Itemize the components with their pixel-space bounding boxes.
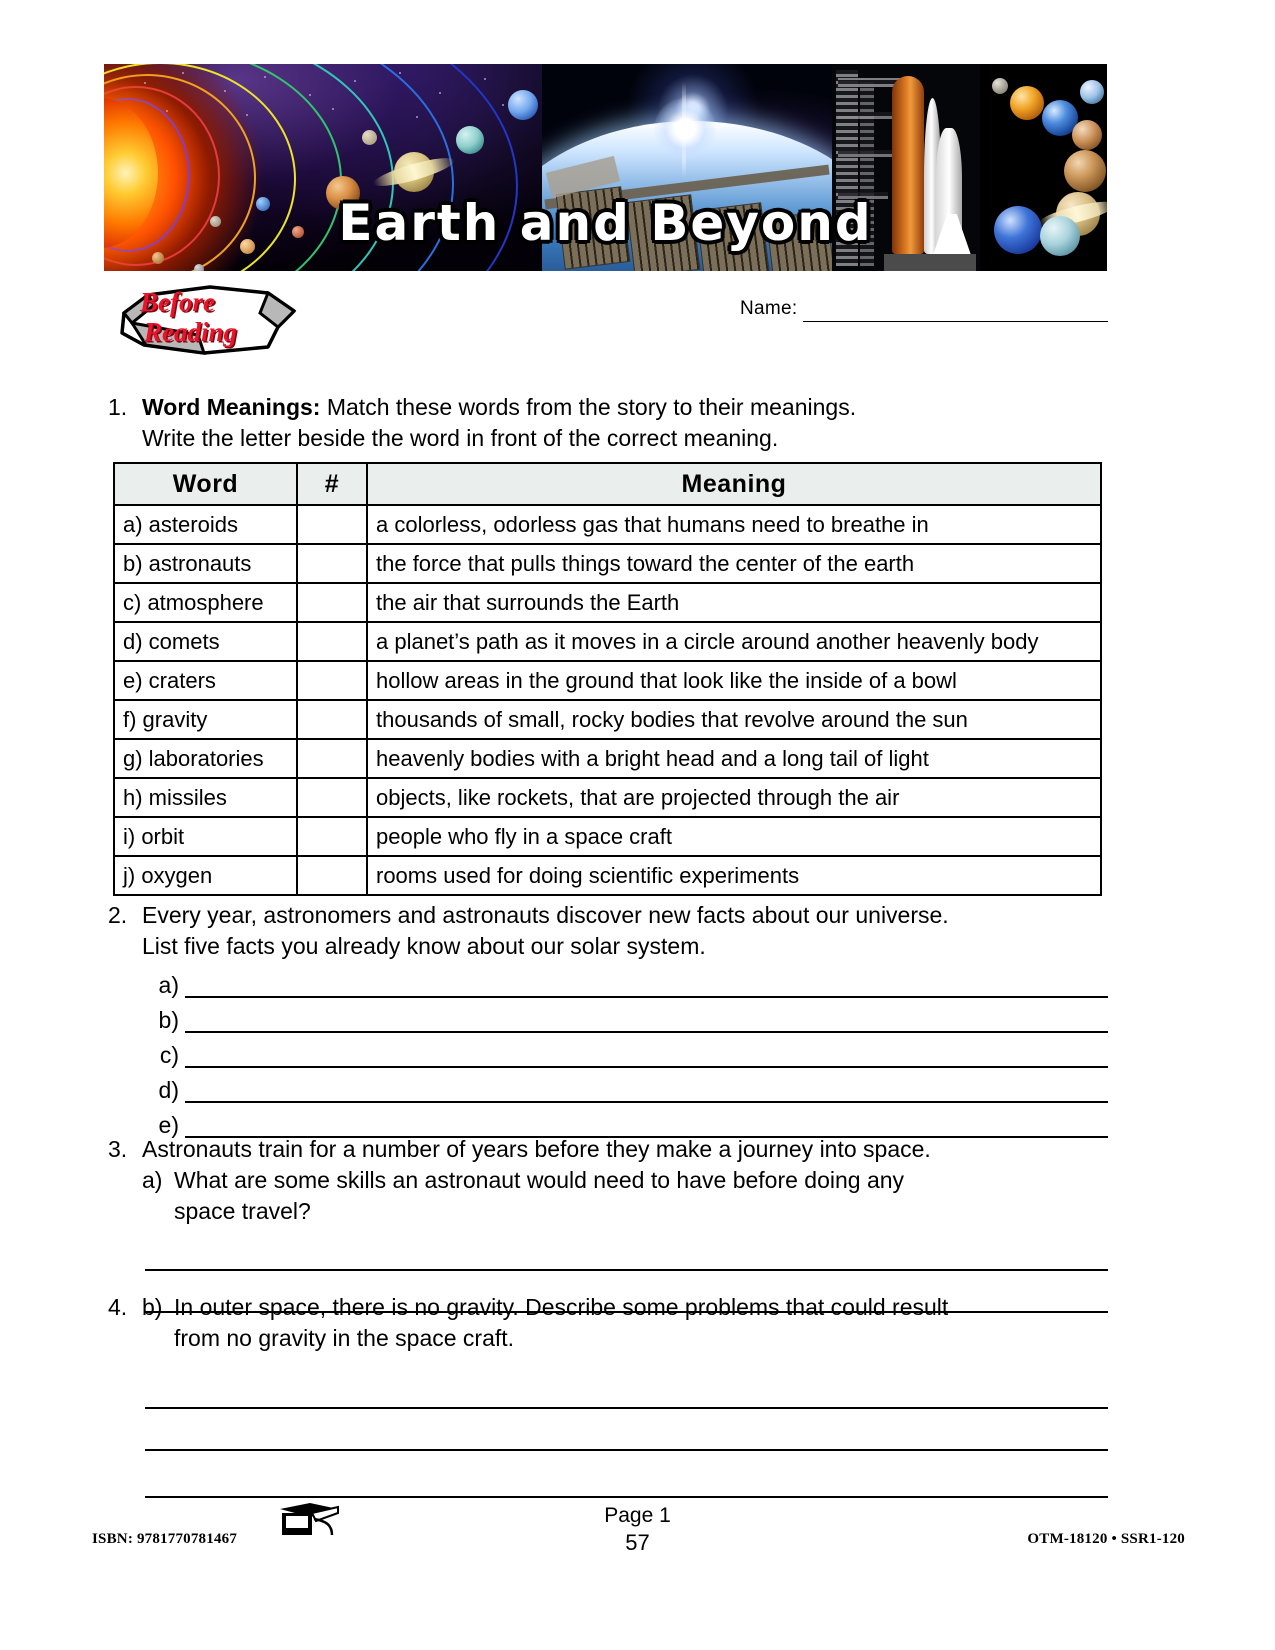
- cell-meaning: thousands of small, rocky bodies that revolve around the sun: [367, 700, 1101, 739]
- answer-row: [145, 998, 1108, 1033]
- q3-sub-line-1: What are some skills an astronaut would need to have before doing any: [174, 1167, 905, 1193]
- q2-line-1: Every year, astronomers and astronauts discover new facts about our universe.: [142, 902, 949, 928]
- answer-row: [145, 1068, 1108, 1103]
- table-row: [114, 661, 1101, 700]
- table-row: [114, 622, 1101, 661]
- cell-meaning: heavenly bodies with a bright head and a long tail of light: [367, 739, 1101, 778]
- cell-word: j) oxygen: [114, 856, 297, 895]
- badge-text: [140, 287, 290, 347]
- q1-line-2: Write the letter beside the word in front of the correct meaning.: [142, 425, 779, 451]
- cell-word: b) astronauts: [114, 544, 297, 583]
- cell-meaning: people who fly in a space craft: [367, 817, 1101, 856]
- page-label: Page 1: [604, 1504, 671, 1527]
- table-row: [114, 778, 1101, 817]
- cell-number-blank[interactable]: [297, 661, 367, 700]
- q2-number: 2.: [108, 902, 128, 928]
- table-row: [114, 817, 1101, 856]
- question-1: [108, 392, 1108, 454]
- cell-number-blank[interactable]: [297, 856, 367, 895]
- q3-sub-line-2: space travel?: [174, 1198, 311, 1224]
- cell-word: d) comets: [114, 622, 297, 661]
- cell-number-blank[interactable]: [297, 583, 367, 622]
- answer-write-line[interactable]: [185, 1005, 1108, 1033]
- cell-word: a) asteroids: [114, 505, 297, 544]
- q2-line-2: List five facts you already know about our solar system.: [142, 933, 706, 959]
- q1-title: Word Meanings:: [142, 394, 321, 420]
- q3-sub-row: [142, 1165, 1108, 1196]
- answer-letter: b): [158, 1007, 179, 1033]
- question-2: [108, 900, 1108, 962]
- cell-word: f) gravity: [114, 700, 297, 739]
- q3-sub-letter: a): [142, 1167, 163, 1193]
- cell-meaning: a colorless, odorless gas that humans need to breathe in: [367, 505, 1101, 544]
- cell-meaning: objects, like rockets, that are projected through the air: [367, 778, 1101, 817]
- answer-row: [145, 1103, 1108, 1138]
- cell-number-blank[interactable]: [297, 739, 367, 778]
- q3-answer-line-1[interactable]: [145, 1269, 1108, 1271]
- q4-line-2: from no gravity in the space craft.: [174, 1325, 515, 1351]
- cell-number-blank[interactable]: [297, 544, 367, 583]
- cell-word: h) missiles: [114, 778, 297, 817]
- table-row: [114, 856, 1101, 895]
- cell-number-blank[interactable]: [297, 700, 367, 739]
- product-code: OTM-18120 • SSR1-120: [1027, 1531, 1185, 1547]
- q4-answer-line-1[interactable]: [145, 1407, 1108, 1409]
- q3-line-1: Astronauts train for a number of years before they make a journey into space.: [142, 1136, 931, 1162]
- q4-line-1: In outer space, there is no gravity. Describe some problems that could result: [174, 1294, 949, 1320]
- publisher-book-icon: [276, 1495, 342, 1539]
- cell-number-blank[interactable]: [297, 622, 367, 661]
- table-header-number: #: [297, 463, 367, 505]
- badge-line-1: Before: [140, 287, 215, 317]
- table-row: [114, 700, 1101, 739]
- table-row: [114, 544, 1101, 583]
- answer-row: [145, 963, 1108, 998]
- name-input-blank[interactable]: [803, 301, 1108, 322]
- cell-word: c) atmosphere: [114, 583, 297, 622]
- table-header-row: [114, 463, 1101, 505]
- header-banner: [104, 64, 1107, 271]
- answer-write-line[interactable]: [185, 1075, 1108, 1103]
- cell-meaning: hollow areas in the ground that look like the inside of a bowl: [367, 661, 1101, 700]
- q3-sub-row-2: [142, 1196, 1108, 1227]
- isbn-text: ISBN: 9781770781467: [92, 1531, 238, 1547]
- cell-number-blank[interactable]: [297, 505, 367, 544]
- answer-letter: a): [158, 972, 179, 998]
- q4-line-1-row: [108, 1292, 1108, 1323]
- question-3: [108, 1134, 1108, 1227]
- q4-number: 4.: [108, 1294, 128, 1320]
- banner-title: Earth and Beyond: [338, 194, 873, 252]
- answer-letter: d): [158, 1077, 179, 1103]
- cell-word: i) orbit: [114, 817, 297, 856]
- q1-line-1-rest: Match these words from the story to their meanings.: [320, 394, 857, 420]
- table-row: [114, 739, 1101, 778]
- cell-number-blank[interactable]: [297, 817, 367, 856]
- name-field-row: [740, 298, 1108, 322]
- table-header-word: Word: [114, 463, 297, 505]
- cell-meaning: the air that surrounds the Earth: [367, 583, 1101, 622]
- before-reading-badge: [118, 283, 300, 355]
- table-row: [114, 505, 1101, 544]
- q4-sub-letter: b): [142, 1294, 163, 1320]
- answer-letter: c): [159, 1042, 179, 1068]
- q1-number: 1.: [108, 394, 128, 420]
- badge-line-2: Reading: [144, 317, 238, 347]
- cell-meaning: a planet’s path as it moves in a circle around another heavenly body: [367, 622, 1101, 661]
- cell-word: g) laboratories: [114, 739, 297, 778]
- q3-number: 3.: [108, 1136, 128, 1162]
- question-2-answer-lines: [145, 963, 1108, 1138]
- table-row: [114, 583, 1101, 622]
- answer-write-line[interactable]: [185, 1040, 1108, 1068]
- table-header-meaning: Meaning: [367, 463, 1101, 505]
- cell-meaning: the force that pulls things toward the center of the earth: [367, 544, 1101, 583]
- answer-row: [145, 1033, 1108, 1068]
- word-meanings-table: [113, 462, 1102, 896]
- answer-letter: e): [158, 1112, 179, 1138]
- answer-write-line[interactable]: [185, 970, 1108, 998]
- name-label: Name:: [740, 298, 798, 319]
- q1-line-1: [142, 392, 1108, 423]
- question-4: [108, 1292, 1108, 1354]
- page-number: 57: [625, 1530, 650, 1555]
- cell-meaning: rooms used for doing scientific experiments: [367, 856, 1101, 895]
- cell-word: e) craters: [114, 661, 297, 700]
- q4-answer-line-2[interactable]: [145, 1449, 1108, 1451]
- cell-number-blank[interactable]: [297, 778, 367, 817]
- q3-sub-spacer: [142, 1196, 174, 1227]
